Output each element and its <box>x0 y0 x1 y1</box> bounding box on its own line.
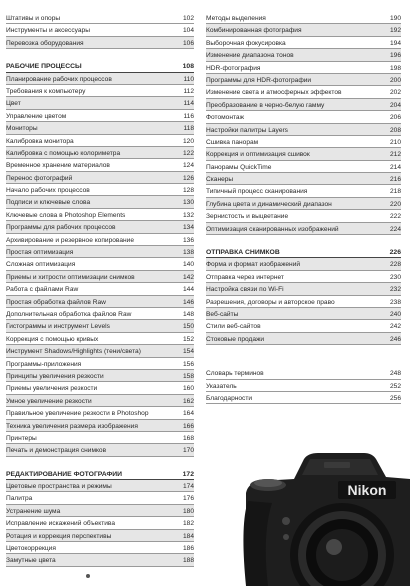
toc-entry <box>206 24 401 36</box>
toc-entry-page-number: 132 <box>182 211 194 219</box>
camera-brand-label: Nikon <box>347 482 387 498</box>
toc-entry-page-number: 174 <box>182 483 194 491</box>
toc-entry <box>6 73 194 85</box>
toc-entry <box>206 173 401 185</box>
toc-entry <box>206 392 401 404</box>
toc-entry-title: Глубина цвета и динамический диапазон <box>206 200 332 208</box>
toc-entry-page-number: 112 <box>183 87 194 95</box>
toc-entry-page-number: 154 <box>182 348 194 356</box>
toc-entry-page-number: 212 <box>389 151 401 159</box>
toc-entry <box>6 492 194 504</box>
toc-entry-title: РЕДАКТИРОВАНИЕ ФОТОГРАФИЙ <box>6 470 123 478</box>
toc-entry-page-number: 162 <box>182 397 194 405</box>
toc-entry-page-number: 184 <box>182 532 194 540</box>
toc-entry-page-number: 190 <box>389 15 401 22</box>
toc-entry <box>6 184 194 196</box>
toc-entry-title: Сложная оптимизация <box>6 261 76 269</box>
toc-entry <box>6 37 194 49</box>
toc-entry-title: Палитра <box>6 495 33 503</box>
toc-entry-title: Стоковые продажи <box>206 335 265 343</box>
toc-entry-page-number: 206 <box>389 114 401 122</box>
toc-entry-title: Настройка связи по Wi-Fi <box>206 286 284 294</box>
toc-entry <box>6 517 194 529</box>
toc-entry <box>206 111 401 123</box>
toc-entry-title: Устранение шума <box>6 507 61 515</box>
toc-entry <box>206 86 401 98</box>
toc-entry <box>6 382 194 394</box>
toc-entry <box>206 320 401 332</box>
toc-entry-title: Штативы и опоры <box>6 15 61 22</box>
toc-entry-title: Перенос фотографий <box>6 174 73 182</box>
toc-entry-title: Архивирование и резервное копирование <box>6 236 135 244</box>
toc-entry <box>6 480 194 492</box>
toc-entry <box>6 196 194 208</box>
toc-entry-page-number: 214 <box>389 163 401 171</box>
toc-entry-title: Калибровка с помощью колориметра <box>6 149 121 157</box>
toc-entry <box>206 367 401 379</box>
toc-entry-title: Принципы увеличения резкости <box>6 372 104 380</box>
toc-entry-page-number: 256 <box>389 394 401 402</box>
toc-entry-page-number: 172 <box>182 470 194 478</box>
toc-entry-page-number: 152 <box>182 335 194 343</box>
toc-entry <box>206 283 401 295</box>
toc-entry-title: Дополнительная обработка файлов Raw <box>6 310 132 318</box>
toc-entry-title: Приемы увеличения резкости <box>6 385 98 393</box>
toc-entry-page-number: 122 <box>182 149 194 157</box>
toc-entry-page-number: 146 <box>182 298 194 306</box>
toc-entry-page-number: 218 <box>389 188 401 196</box>
toc-entry-page-number: 156 <box>182 360 194 368</box>
toc-entry-page-number: 140 <box>182 261 194 269</box>
toc-entry <box>206 148 401 160</box>
toc-entry-page-number: 240 <box>389 310 401 318</box>
toc-entry <box>6 246 194 258</box>
toc-entry <box>6 505 194 517</box>
toc-entry-page-number: 126 <box>182 174 194 182</box>
toc-entry-page-number: 168 <box>182 434 194 442</box>
toc-entry-title: Инструменты и аксессуары <box>6 27 90 35</box>
toc-entry <box>6 159 194 171</box>
toc-entry <box>6 85 194 97</box>
toc-entry-page-number: 182 <box>182 520 194 528</box>
section-gap <box>6 49 194 60</box>
toc-entry-title: Методы выделения <box>206 15 266 22</box>
toc-entry <box>6 135 194 147</box>
toc-entry-page-number: 150 <box>182 323 194 331</box>
toc-entry-page-number: 180 <box>182 507 194 515</box>
toc-entry-title: Фотомонтаж <box>206 114 245 122</box>
toc-entry <box>6 234 194 246</box>
toc-entry-title: Простая оптимизация <box>6 249 74 257</box>
section-gap <box>206 235 401 246</box>
toc-entry-title: Техника увеличения размера изображения <box>6 422 138 430</box>
toc-entry-page-number: 226 <box>389 249 401 257</box>
toc-entry-page-number: 124 <box>182 162 194 170</box>
toc-entry-page-number: 110 <box>183 75 194 83</box>
toc-entry-page-number: 188 <box>182 557 194 565</box>
toc-entry-title: Комбинированная фотография <box>206 27 302 35</box>
toc-entry-page-number: 118 <box>183 125 194 133</box>
toc-entry <box>206 308 401 320</box>
toc-entry-page-number: 246 <box>389 335 401 343</box>
toc-entry <box>6 24 194 36</box>
toc-entry-title: Калибровка монитора <box>6 137 74 145</box>
toc-entry-page-number: 134 <box>182 224 194 232</box>
toc-entry-title: Умное увеличение резкости <box>6 397 92 405</box>
toc-entry <box>206 380 401 392</box>
toc-entry-page-number: 148 <box>182 310 194 318</box>
toc-entry-title: Приемы и хитрости оптимизации снимков <box>6 273 135 281</box>
toc-entry-page-number: 224 <box>389 225 401 233</box>
toc-entry-title: Настройки палитры Layers <box>206 126 288 134</box>
toc-entry-page-number: 230 <box>389 273 401 281</box>
toc-entry-title: Панорамы QuickTime <box>206 163 272 171</box>
toc-entry-page-number: 114 <box>183 100 194 108</box>
toc-entry-page-number: 116 <box>183 112 194 120</box>
section-gap <box>6 457 194 468</box>
toc-entry-title: Начало рабочих процессов <box>6 187 90 195</box>
toc-entry <box>6 370 194 382</box>
toc-entry-title: Планирование рабочих процессов <box>6 75 112 83</box>
section-gap <box>206 356 401 367</box>
toc-entry-page-number: 164 <box>182 410 194 418</box>
toc-entry-title: Программы-приложения <box>6 360 82 368</box>
toc-entry-page-number: 242 <box>389 323 401 331</box>
toc-entry-page-number: 142 <box>182 273 194 281</box>
toc-entry-title: ОТПРАВКА СНИМКОВ <box>206 249 280 257</box>
toc-entry <box>6 308 194 320</box>
toc-entry-title: Сшивка панорам <box>206 138 259 146</box>
toc-entry-title: Цветовые пространства и режимы <box>6 483 112 491</box>
toc-entry <box>6 296 194 308</box>
toc-entry-page-number: 208 <box>389 126 401 134</box>
toc-entry <box>6 97 194 109</box>
toc-entry-title: Цветокоррекция <box>6 545 56 553</box>
toc-entry <box>6 110 194 122</box>
toc-entry <box>206 49 401 61</box>
toc-entry-page-number: 104 <box>182 27 194 35</box>
toc-entry <box>206 296 401 308</box>
toc-entry-title: Преобразование в черно-белую гамму <box>206 101 325 109</box>
toc-entry-title: Выборочная фокусировка <box>206 39 286 47</box>
toc-entry-page-number: 232 <box>389 286 401 294</box>
toc-entry-title: Программы для рабочих процессов <box>6 224 116 232</box>
toc-entry-page-number: 128 <box>182 187 194 195</box>
toc-entry-page-number: 170 <box>182 447 194 455</box>
page-marker-dot <box>86 574 90 578</box>
toc-entry-title: Типичный процесс сканирования <box>206 188 308 196</box>
toc-entry-title: Разрешения, договоры и авторское право <box>206 298 335 306</box>
toc-entry <box>206 223 401 235</box>
toc-entry <box>6 530 194 542</box>
toc-entry <box>206 62 401 74</box>
toc-entry-page-number: 166 <box>182 422 194 430</box>
toc-entry-title: Работа с файлами Raw <box>6 286 79 294</box>
section-gap <box>206 345 401 356</box>
toc-entry-title: Перевозка оборудования <box>6 39 84 47</box>
toc-entry <box>6 345 194 357</box>
toc-entry <box>206 124 401 136</box>
toc-entry <box>206 210 401 222</box>
toc-entry-title: Подписи и ключевые слова <box>6 199 91 207</box>
toc-entry <box>6 172 194 184</box>
toc-entry-title: Форма и формат изображений <box>206 261 301 269</box>
toc-entry <box>206 37 401 49</box>
toc-entry-page-number: 186 <box>182 545 194 553</box>
toc-entry <box>206 333 401 345</box>
toc-entry-title: Ключевые слова в Photoshop Elements <box>6 211 126 219</box>
toc-entry-title: Печать и демонстрация снимков <box>6 447 107 455</box>
toc-entry <box>6 542 194 554</box>
toc-entry-title: Зернистость и выцветание <box>206 213 289 221</box>
toc-entry <box>6 554 194 566</box>
toc-entry-page-number: 220 <box>389 200 401 208</box>
toc-entry-title: Гистограммы и инструмент Levels <box>6 323 110 331</box>
toc-entry <box>206 198 401 210</box>
toc-entry-title: Отправка через интернет <box>206 273 284 281</box>
toc-entry <box>6 209 194 221</box>
toc-entry-title: Оптимизация сканированных изображений <box>206 225 339 233</box>
toc-entry <box>6 258 194 270</box>
toc-entry <box>6 12 194 24</box>
toc-entry-page-number: 176 <box>182 495 194 503</box>
toc-entry-title: Инструмент Shadows/Highlights (тени/света) <box>6 348 141 356</box>
toc-entry-title: Стили веб-сайтов <box>206 323 261 331</box>
toc-entry-page-number: 192 <box>389 27 401 35</box>
toc-entry <box>206 271 401 283</box>
toc-entry-page-number: 198 <box>389 64 401 72</box>
toc-entry-title: Цвет <box>6 100 21 108</box>
toc-entry-page-number: 144 <box>182 286 194 294</box>
toc-entry-page-number: 130 <box>182 199 194 207</box>
toc-entry <box>206 74 401 86</box>
toc-entry-title: Словарь терминов <box>206 370 264 378</box>
toc-right-column <box>206 12 401 404</box>
toc-entry <box>6 444 194 456</box>
toc-section-heading <box>6 468 194 480</box>
toc-entry-title: Исправление искажений объектива <box>6 520 115 528</box>
toc-entry-title: Правильное увеличение резкости в Photoshop <box>6 410 149 418</box>
toc-entry-title: Принтеры <box>6 434 37 442</box>
toc-entry-title: Требования к компьютеру <box>6 87 86 95</box>
toc-entry-page-number: 210 <box>389 138 401 146</box>
toc-entry-page-number: 228 <box>389 261 401 269</box>
toc-entry <box>6 283 194 295</box>
toc-entry-title: Мониторы <box>6 125 38 133</box>
toc-entry-title: Сканеры <box>206 176 234 184</box>
toc-entry-page-number: 136 <box>182 236 194 244</box>
toc-entry-title: РАБОЧИЕ ПРОЦЕССЫ <box>6 63 82 71</box>
toc-entry <box>206 258 401 270</box>
toc-entry <box>6 395 194 407</box>
toc-entry <box>206 161 401 173</box>
toc-entry-page-number: 200 <box>389 76 401 84</box>
toc-entry-page-number: 252 <box>389 382 401 390</box>
toc-entry-title: Изменение света и атмосферных эффектов <box>206 89 342 97</box>
toc-entry <box>6 432 194 444</box>
toc-entry <box>6 320 194 332</box>
toc-entry-page-number: 120 <box>182 137 194 145</box>
toc-entry-title: Управление цветом <box>6 112 67 120</box>
toc-entry-page-number: 238 <box>389 298 401 306</box>
toc-entry-title: Благодарности <box>206 394 253 402</box>
toc-entry-page-number: 222 <box>389 213 401 221</box>
toc-entry-title: Коррекция с помощью кривых <box>6 335 99 343</box>
toc-entry-title: Ротация и коррекция перспективы <box>6 532 112 540</box>
toc-entry-title: Замутные цвета <box>6 557 56 565</box>
toc-entry-title: Указатель <box>206 382 237 390</box>
toc-section-heading <box>6 60 194 72</box>
toc-entry-page-number: 106 <box>182 39 194 47</box>
toc-entry <box>206 185 401 197</box>
toc-entry-page-number: 196 <box>389 52 401 60</box>
toc-entry-title: HDR-фотография <box>206 64 261 72</box>
toc-entry-page-number: 204 <box>389 101 401 109</box>
toc-entry-title: Коррекция и оптимизация сшивок <box>206 151 310 159</box>
toc-entry <box>6 147 194 159</box>
toc-entry <box>6 271 194 283</box>
toc-entry-page-number: 202 <box>389 89 401 97</box>
toc-entry <box>206 12 401 24</box>
toc-entry <box>206 99 401 111</box>
toc-entry-page-number: 138 <box>182 249 194 257</box>
toc-entry-title: Веб-сайты <box>206 310 239 318</box>
toc-entry <box>6 333 194 345</box>
camera-photo-icon <box>238 445 410 586</box>
toc-entry <box>6 407 194 419</box>
toc-section-heading <box>206 246 401 258</box>
toc-entry <box>6 122 194 134</box>
toc-entry-page-number: 194 <box>389 39 401 47</box>
toc-entry-title: Программы для HDR-фотографии <box>206 76 312 84</box>
toc-entry-title: Простая обработка файлов Raw <box>6 298 106 306</box>
toc-entry-title: Изменение диапазона тонов <box>206 52 294 60</box>
toc-entry <box>206 136 401 148</box>
toc-entry-page-number: 160 <box>182 385 194 393</box>
toc-entry <box>6 420 194 432</box>
toc-entry-page-number: 248 <box>389 370 401 378</box>
toc-entry <box>6 221 194 233</box>
toc-entry-page-number: 108 <box>182 63 194 71</box>
toc-left-column <box>6 12 194 567</box>
toc-entry-page-number: 102 <box>182 15 194 22</box>
toc-entry-page-number: 216 <box>389 176 401 184</box>
toc-entry <box>6 358 194 370</box>
toc-entry-title: Временное хранение материалов <box>6 162 110 170</box>
toc-entry-page-number: 158 <box>182 372 194 380</box>
